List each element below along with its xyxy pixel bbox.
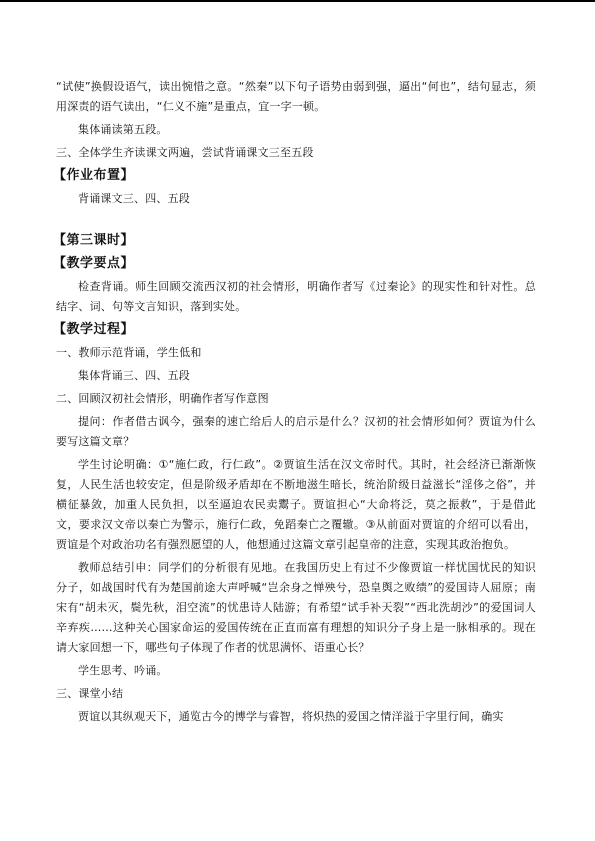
paragraph: 学生讨论明确：①“施仁政，行仁政”。②贾谊生活在汉文帝时代。其时，社会经济已渐渐恢复，人民生活也较安定，但是阶级矛盾却在不断地滋生暗长，统治阶级日益滋长“淫侈之俗”，并横征暴敛，加重人民负担，以至逼迫农民卖鬻子。贾谊担心“大命将泛，莫之振救”，于是借此文，要求汉文帝以秦亡为警示，施行仁政，免蹈秦亡之覆辙。③从前面对贾谊的介绍可以看出，贾谊是个对政治功名有强烈愿望的人，他想通过这篇文章引起皇帝的注意，实现其政治抱负。 [56, 458, 536, 551]
paragraph: 集体背诵三、四、五段 [78, 369, 190, 382]
section-heading: 【教学要点】 [53, 256, 135, 271]
numbered-item: 一、教师示范背诵，学生低和 [56, 346, 202, 359]
section-heading: 【第三课时】 [53, 233, 135, 248]
paragraph: 学生思考、吟诵。 [78, 664, 168, 677]
section-heading: 【教学过程】 [53, 322, 135, 337]
document-page [53, 77, 536, 730]
top-rule [0, 0, 595, 2]
section-heading: 【作业布置】 [53, 168, 135, 183]
paragraph: 集体诵读第五段。 [78, 123, 168, 136]
paragraph: 教师总结引申：同学们的分析很有见地。在我国历史上有过不少像贾谊一样忧国忧民的知识分子，如战国时代有为楚国前途大声呼喊“岂余身之惮殃兮，恐皇舆之败绩”的爱国诗人屈原；南宋有“胡未灭，鬓先秋，泪空流”的忧患诗人陆游；有希望“试手补天裂”“西北洗胡沙”的爱国词人辛弃疾……这种关心国家命运的爱国传统在正直而富有理想的知识分子身上是一脉相承的。现在请大家回想一下，哪些句子体现了作者的忧思满怀、语重心长？ [56, 561, 536, 654]
paragraph: 贾谊以其纵观天下，通览古今的博学与睿智，将炽热的爱国之情洋溢于字里行间，确实 [78, 710, 504, 723]
paragraph: 背诵课文三、四、五段 [78, 192, 190, 205]
numbered-item: 三、全体学生齐读课文两遍，尝试背诵课文三至五段 [56, 146, 314, 159]
paragraph: 提问：作者借古讽今，强秦的速亡给后人的启示是什么？汉初的社会情形如何？贾谊为什么要写这篇文章？ [56, 415, 536, 448]
numbered-item: 二、回顾汉初社会情形，明确作者写作意图 [56, 392, 269, 405]
numbered-item: 三、课堂小结 [56, 687, 124, 700]
paragraph: “试使”换假设语气，读出惋惜之意。“然秦”以下句子语势由弱到强，逼出“何也”，结句显志，须用深责的语气读出，“仁义不施”是重点，宜一字一顿。 [56, 80, 536, 113]
paragraph: 检查背诵。师生回顾交流西汉初的社会情形，明确作者写《过秦论》的现实性和针对性。总结字、词、句等文言知识，落到实处。 [56, 280, 536, 313]
